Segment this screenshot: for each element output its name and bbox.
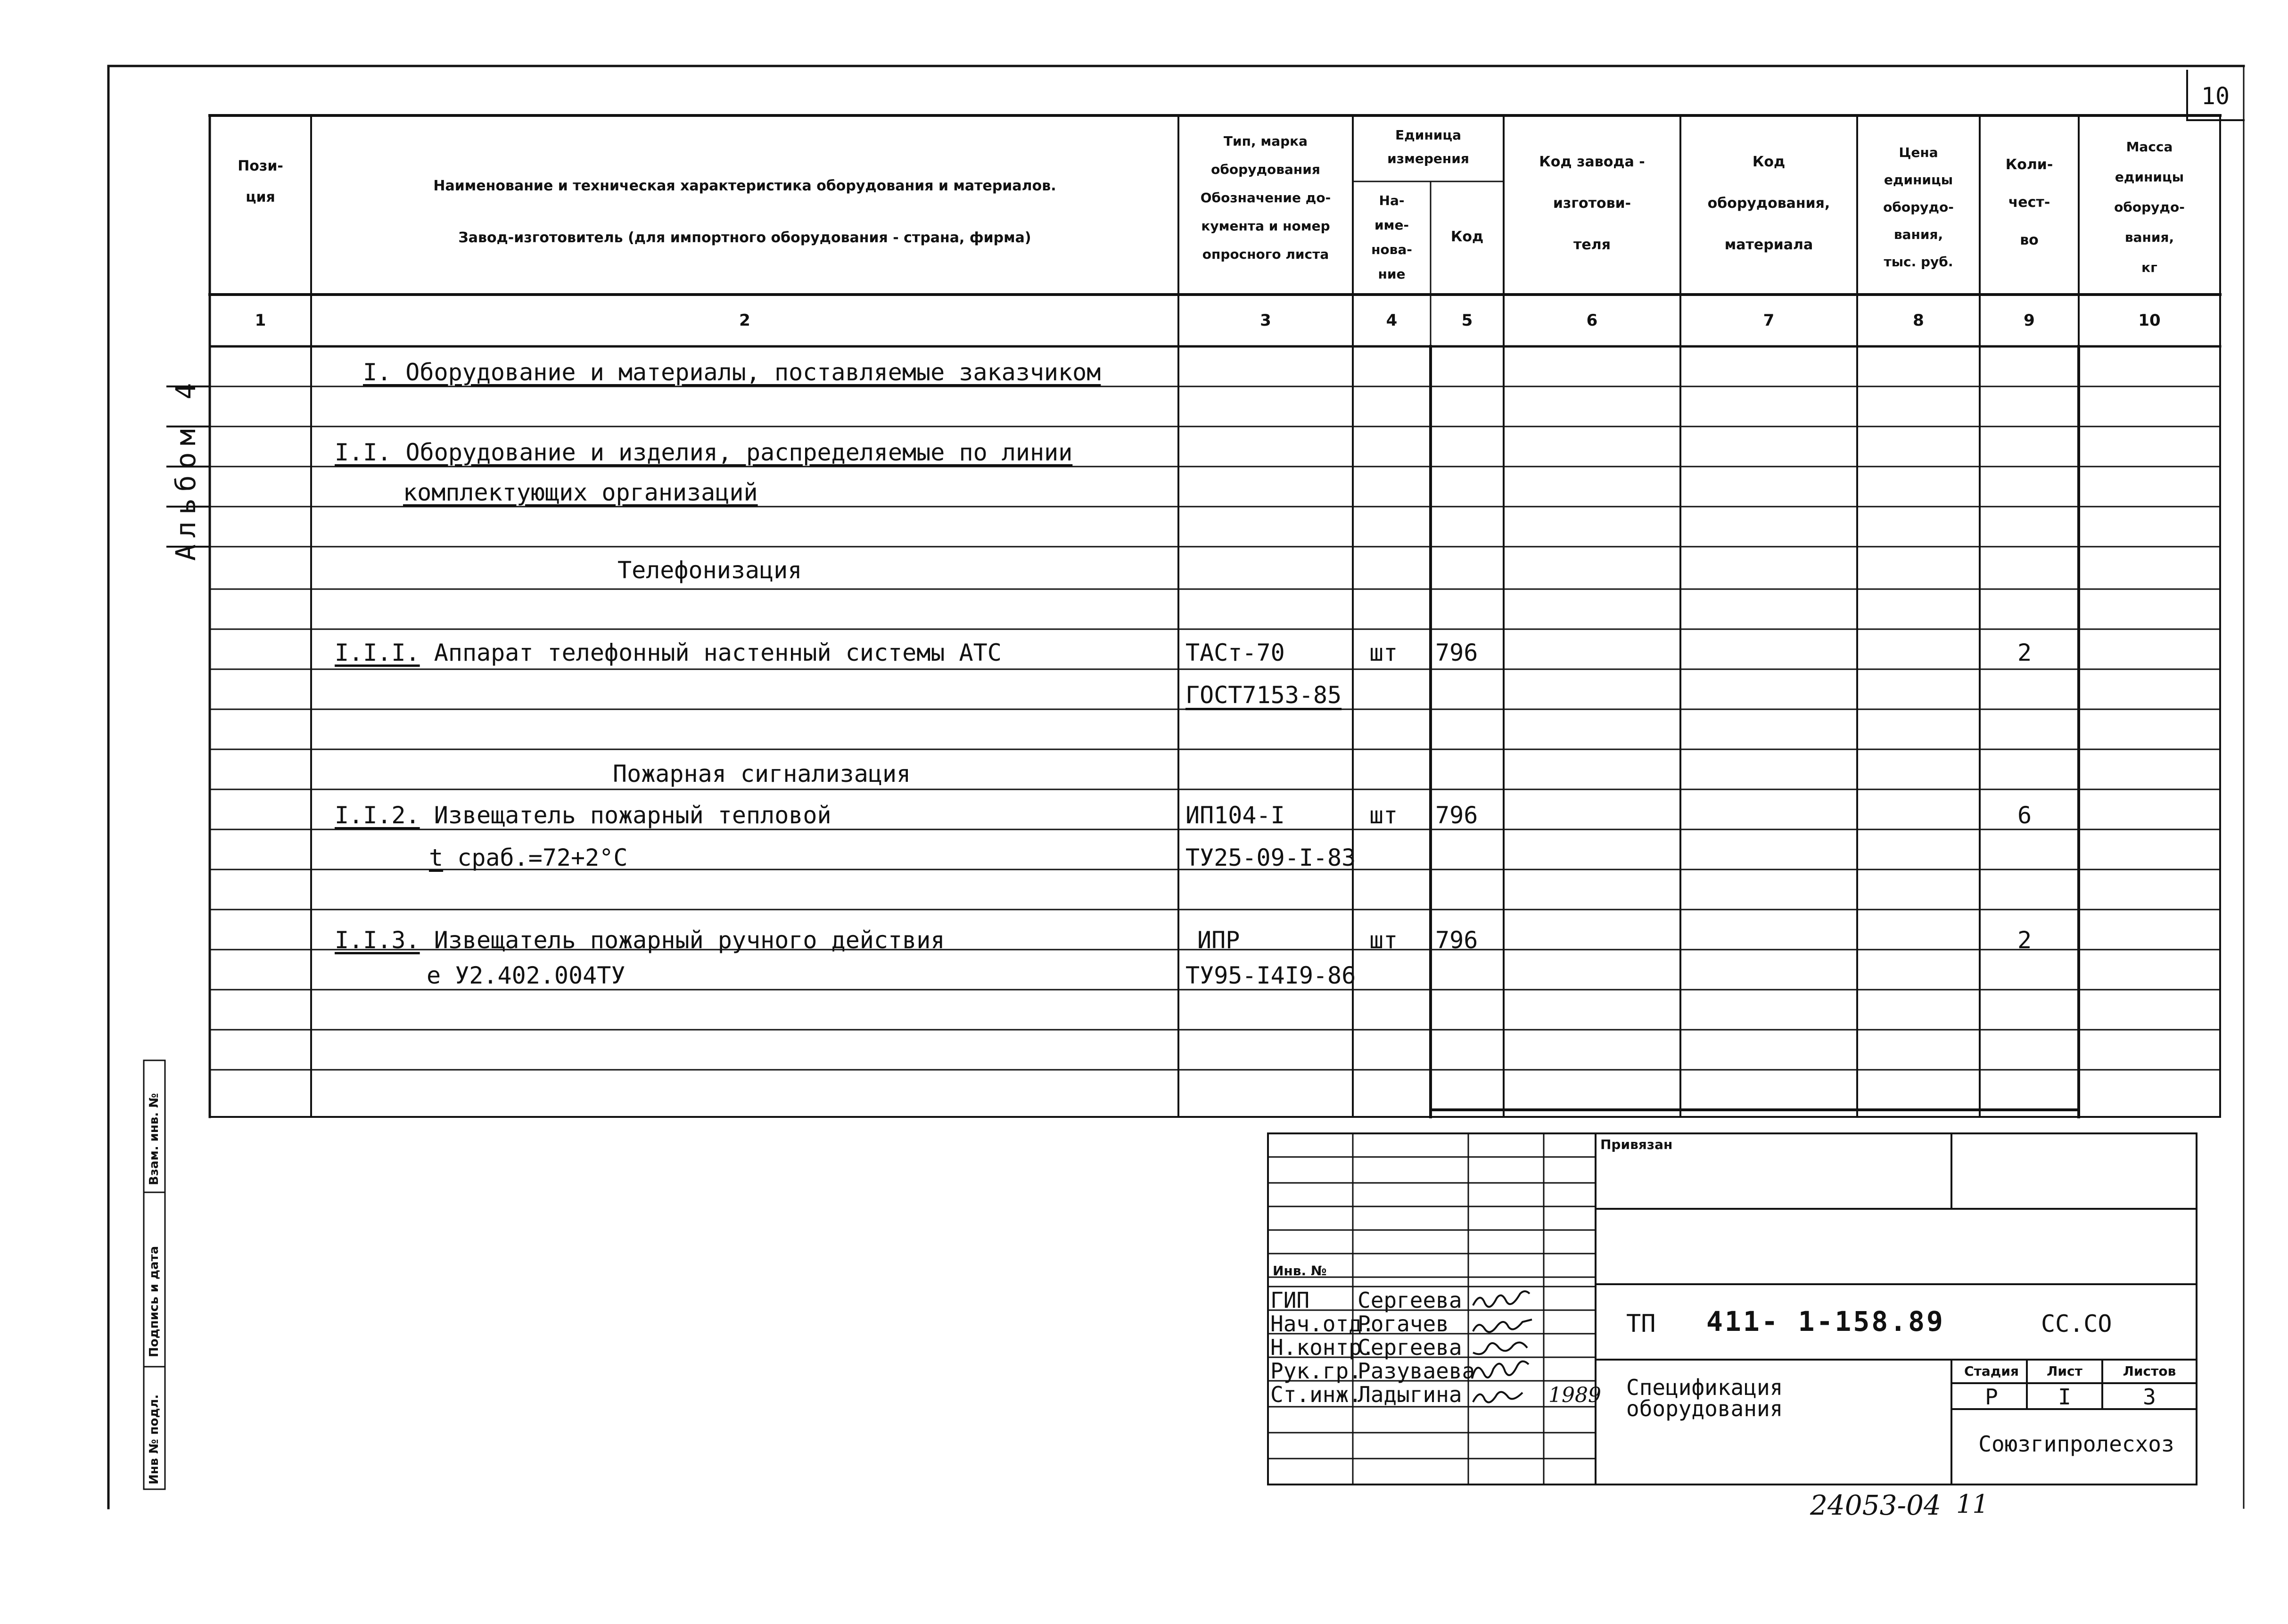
header-unit-code: Код (1450, 229, 1484, 245)
tb-name-4: Ладыгина (1358, 1382, 1462, 1407)
tb-role-2: Н.контр. (1270, 1335, 1375, 1360)
item-1-1-3-code: 796 (1435, 927, 1478, 954)
item-1-1-1-name: I.I.I. Аппарат телефонный настенный системы АТС (335, 639, 1002, 666)
item-1-1-2-name: I.I.2. Извещатель пожарный тепловой (335, 802, 831, 829)
tb-designation: 411- 1-158.89 (1706, 1305, 1945, 1337)
item-1-1-2-code: 796 (1435, 802, 1478, 829)
col-number-3: 3 (1260, 311, 1271, 330)
tb-name-1: Рогачев (1358, 1311, 1449, 1337)
col-number-2: 2 (739, 311, 750, 330)
tb-stage: Р (1985, 1384, 1998, 1410)
item-1-1-1-doc: ГОСТ7153-85 (1185, 681, 1342, 709)
footer-number: 24053-04 (1810, 1489, 1941, 1521)
footer-mark: 11 (1956, 1489, 1989, 1519)
tb-role-0: ГИП (1270, 1288, 1310, 1313)
tb-doc-title-2: оборудования (1626, 1396, 1783, 1421)
item-1-1-1-code: 796 (1435, 639, 1478, 666)
header-quantity: Коли- чест- во (2005, 156, 2053, 248)
tb-sheet: I (2058, 1384, 2071, 1410)
album-label: Альбом 4 (170, 376, 202, 561)
tb-role-1: Нач.отд. (1270, 1311, 1375, 1337)
item-1-1-1-unit: шт (1369, 639, 1398, 666)
tb-role-3: Рук.гр. (1270, 1358, 1362, 1384)
item-1-1-1-type: ТАСт-70 (1185, 639, 1285, 666)
tb-name-3: Разуваева (1358, 1358, 1475, 1384)
item-1-1-3-qty: 2 (2017, 927, 2032, 954)
section-1-1-title-cont: комплектующих организаций (403, 479, 758, 506)
tb-role-4: Ст.инж. (1270, 1382, 1362, 1407)
tb-sheets-label: Листов (2123, 1363, 2176, 1379)
item-1-1-2-param: t сраб.=72+2°С (429, 844, 628, 871)
signatures (1468, 1287, 1544, 1409)
col-number-4: 4 (1386, 311, 1398, 330)
tb-inv-label: Инв. № (1273, 1263, 1327, 1279)
item-1-1-3-type: ИПР (1197, 927, 1240, 954)
header-position: Пози- ция (238, 158, 283, 205)
stamp-signature-date: Подпись и дата (147, 1246, 161, 1357)
section-1-title: I. Оборудование и материалы, поставляемые заказчиком (363, 359, 1101, 386)
stamp-replaced-inv: Взам. инв. № (147, 1093, 161, 1185)
header-unit-group: Единица измерения (1387, 127, 1469, 166)
item-1-1-1-qty: 2 (2017, 639, 2032, 666)
tb-stage-label: Стадия (1964, 1363, 2019, 1379)
col-number-6: 6 (1586, 311, 1598, 330)
section-1-1-title: I.I. Оборудование и изделия, распределяемые по линии (335, 439, 1073, 466)
item-1-1-2-doc: ТУ25-09-I-83 (1185, 844, 1356, 871)
tb-sheets: 3 (2143, 1384, 2156, 1410)
col-number-5: 5 (1461, 311, 1473, 330)
col-number-1: 1 (255, 311, 266, 330)
header-type: Тип, марка оборудования Обозначение до- кумента и номер опросного листа (1200, 133, 1331, 262)
item-1-1-3-doc: ТУ95-I4I9-86 (1185, 962, 1356, 989)
item-1-1-2-unit: шт (1369, 802, 1398, 829)
tb-organization: Союзгипролесхоз (1978, 1431, 2174, 1457)
tb-privyazan: Привязан (1600, 1137, 1673, 1152)
item-1-1-3-name: I.I.3. Извещатель пожарный ручного действия (335, 927, 945, 954)
tb-doc-title-1: Спецификация (1626, 1375, 1783, 1400)
item-1-1-3-unit: шт (1369, 927, 1398, 954)
stamp-original-inv: Инв № подл. (147, 1394, 161, 1485)
group-telephony: Телефонизация (617, 557, 802, 584)
header-factory-code: Код завода - изготови- теля (1539, 154, 1645, 253)
item-1-1-3-spec: е У2.402.004ТУ (427, 962, 625, 989)
tb-doc-code: СС.СО (2041, 1310, 2112, 1337)
tb-name-0: Сергеева (1358, 1288, 1462, 1313)
item-1-1-2-qty: 6 (2017, 802, 2032, 829)
header-equipment-code: Код оборудования, материала (1707, 154, 1830, 253)
tb-name-2: Сергеева (1358, 1335, 1462, 1360)
col-number-7: 7 (1763, 311, 1775, 330)
tb-sheet-label: Лист (2047, 1363, 2082, 1379)
sheet-number: 10 (2201, 82, 2230, 110)
item-1-1-2-type: ИП104-I (1185, 802, 1285, 829)
header-price: Цена единицы оборудо- вания, тыс. руб. (1883, 145, 1954, 270)
group-fire-alarm: Пожарная сигнализация (613, 760, 911, 787)
header-unit-name: На- име- нова- ние (1371, 193, 1412, 282)
col-number-8: 8 (1913, 311, 1924, 330)
header-mass: Масса единицы оборудо- вания, кг (2114, 139, 2185, 275)
tb-designation-prefix: ТП (1626, 1310, 1656, 1338)
header-name: Наименование и техническая характеристика оборудования и материалов. Завод-изготовитель (для импортного оборудования - страна, фирма) (433, 178, 1056, 246)
col-number-9: 9 (2024, 311, 2035, 330)
tb-year: 1989 (1548, 1383, 1601, 1407)
col-number-10: 10 (2138, 311, 2161, 330)
